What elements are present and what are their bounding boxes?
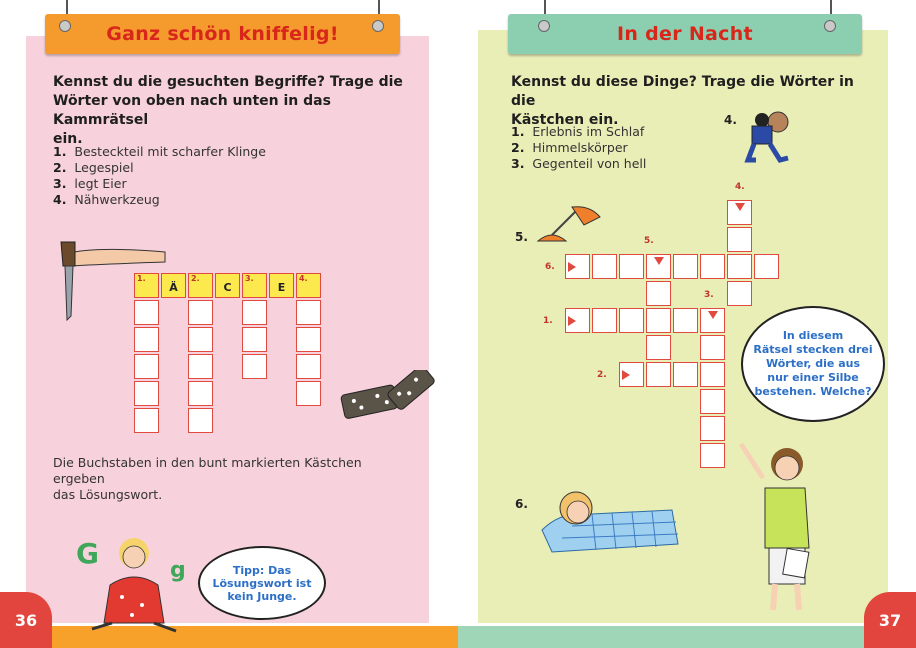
comb-answer-cell[interactable] bbox=[134, 327, 159, 352]
clue-item: 2. Legespiel bbox=[53, 160, 134, 175]
right-title-banner bbox=[508, 14, 862, 54]
instruction-line: Kennst du die gesuchten Begriffe? Trage die bbox=[53, 74, 403, 90]
cell-number: 4. bbox=[299, 274, 308, 283]
crossword-cell[interactable] bbox=[727, 254, 752, 279]
comb-answer-cell[interactable] bbox=[188, 381, 213, 406]
burglar-icon bbox=[744, 108, 792, 166]
comb-head-cell[interactable] bbox=[161, 273, 186, 298]
crossword-number: 2. bbox=[597, 370, 607, 380]
clue-item: 2. Himmelskörper bbox=[511, 140, 628, 155]
bubble-line: bestehen. Welche? bbox=[754, 385, 872, 398]
bubble-line: In diesem bbox=[782, 329, 844, 342]
cell-letter: Ä bbox=[169, 281, 178, 294]
crossword-cell[interactable] bbox=[646, 308, 671, 333]
arrow-down-icon bbox=[708, 311, 718, 319]
comb-answer-cell[interactable] bbox=[188, 408, 213, 433]
left-instructions bbox=[53, 73, 423, 149]
comb-answer-cell[interactable] bbox=[188, 300, 213, 325]
cell-number: 3. bbox=[245, 274, 254, 283]
crossword-cell[interactable] bbox=[754, 254, 779, 279]
comb-head-cell[interactable] bbox=[242, 273, 267, 298]
right-instructions bbox=[511, 73, 881, 130]
hint-speech-bubble bbox=[741, 306, 885, 422]
right-page-title: In der Nacht bbox=[617, 23, 753, 45]
comb-answer-cell[interactable] bbox=[296, 381, 321, 406]
bubble-line: Wörter, die aus bbox=[766, 357, 860, 370]
clue-item: 1. Besteckteil mit scharfer Klinge bbox=[53, 144, 266, 159]
crossword-number: 5. bbox=[644, 236, 654, 246]
sleeping-child-icon bbox=[532, 470, 682, 560]
left-page-title: Ganz schön kniffelig! bbox=[106, 23, 339, 45]
domino-icon bbox=[338, 370, 438, 420]
girl-with-letters-icon bbox=[72, 525, 197, 637]
boy-with-paper-icon bbox=[735, 438, 815, 618]
nail-icon bbox=[824, 20, 836, 32]
crossword-cell[interactable] bbox=[727, 227, 752, 252]
comb-answer-cell[interactable] bbox=[242, 327, 267, 352]
svg-text:G: G bbox=[76, 537, 99, 570]
tip-line: Lösungswort ist bbox=[212, 576, 312, 590]
page-number: 36 bbox=[14, 610, 38, 630]
right-footer-stripe bbox=[458, 626, 916, 648]
tip-line: kein Junge. bbox=[227, 589, 297, 603]
crossword-cell[interactable] bbox=[727, 281, 752, 306]
bubble-line: nur einer Silbe bbox=[767, 371, 859, 384]
crossword-cell[interactable] bbox=[592, 308, 617, 333]
instruction-line: Kästchen ein. bbox=[511, 112, 619, 128]
page-number-badge bbox=[0, 592, 52, 648]
clue-item: 4. Nähwerkzeug bbox=[53, 192, 160, 207]
svg-text:g: g bbox=[170, 558, 186, 583]
comb-head-cell[interactable] bbox=[269, 273, 294, 298]
comb-head-cell[interactable] bbox=[215, 273, 240, 298]
comb-answer-cell[interactable] bbox=[188, 327, 213, 352]
comb-head-cell[interactable] bbox=[134, 273, 159, 298]
crossword-cell[interactable] bbox=[700, 254, 725, 279]
comb-answer-cell[interactable] bbox=[134, 408, 159, 433]
nail-icon bbox=[59, 20, 71, 32]
instruction-line: ein. bbox=[53, 131, 83, 147]
cell-letter: E bbox=[277, 281, 286, 294]
crossword-cell[interactable] bbox=[700, 362, 725, 387]
page-number-badge bbox=[864, 592, 916, 648]
crossword-cell[interactable] bbox=[646, 362, 671, 387]
desk-lamp-icon bbox=[532, 205, 607, 245]
crossword-cell[interactable] bbox=[673, 308, 698, 333]
comb-answer-cell[interactable] bbox=[188, 354, 213, 379]
cell-letter: C bbox=[223, 281, 232, 294]
crossword-cell[interactable] bbox=[700, 443, 725, 468]
arrow-right-icon bbox=[568, 262, 576, 272]
crossword-cell[interactable] bbox=[619, 254, 644, 279]
bubble-line: Rätsel stecken drei bbox=[753, 343, 873, 356]
comb-head-cell[interactable] bbox=[188, 273, 213, 298]
crossword-cell[interactable] bbox=[673, 254, 698, 279]
comb-answer-cell[interactable] bbox=[242, 300, 267, 325]
crossword-cell[interactable] bbox=[700, 335, 725, 360]
crossword-cell[interactable] bbox=[619, 308, 644, 333]
arrow-right-icon bbox=[622, 370, 630, 380]
solution-line: Die Buchstaben in den bunt markierten Kästchen ergeben bbox=[53, 455, 362, 486]
comb-head-cell[interactable] bbox=[296, 273, 321, 298]
crossword-cell[interactable] bbox=[700, 416, 725, 441]
nail-icon bbox=[538, 20, 550, 32]
comb-answer-cell[interactable] bbox=[242, 354, 267, 379]
arrow-right-icon bbox=[568, 316, 576, 326]
instruction-line: Wörter von oben nach unten in das Kammrätsel bbox=[53, 93, 331, 128]
nail-icon bbox=[372, 20, 384, 32]
crossword-cell[interactable] bbox=[646, 335, 671, 360]
picture-label: 4. bbox=[724, 113, 737, 127]
comb-answer-cell[interactable] bbox=[134, 300, 159, 325]
comb-answer-cell[interactable] bbox=[134, 381, 159, 406]
crossword-number: 3. bbox=[704, 290, 714, 300]
crossword-cell[interactable] bbox=[646, 281, 671, 306]
picture-label: 5. bbox=[515, 230, 528, 244]
clue-item: 3. legt Eier bbox=[53, 176, 127, 191]
cell-number: 1. bbox=[137, 274, 146, 283]
right-clue-list bbox=[511, 124, 646, 172]
tip-line: Tipp: Das bbox=[232, 563, 292, 577]
clue-item: 3. Gegenteil von hell bbox=[511, 156, 647, 171]
comb-answer-cell[interactable] bbox=[296, 300, 321, 325]
clue-item: 1. Erlebnis im Schlaf bbox=[511, 124, 645, 139]
left-clue-list bbox=[53, 144, 266, 208]
crossword-number: 4. bbox=[735, 182, 745, 192]
solution-note bbox=[53, 455, 413, 503]
left-title-banner bbox=[45, 14, 400, 54]
comb-answer-cell[interactable] bbox=[296, 327, 321, 352]
page-number: 37 bbox=[878, 610, 902, 630]
crossword-cell[interactable] bbox=[700, 389, 725, 414]
cell-number: 2. bbox=[191, 274, 200, 283]
picture-label: 6. bbox=[515, 497, 528, 511]
comb-answer-cell[interactable] bbox=[296, 354, 321, 379]
arrow-down-icon bbox=[654, 257, 664, 265]
crossword-cell[interactable] bbox=[592, 254, 617, 279]
instruction-line: Kennst du diese Dinge? Trage die Wörter in die bbox=[511, 74, 854, 109]
left-footer-stripe bbox=[0, 626, 458, 648]
crossword-number: 6. bbox=[545, 262, 555, 272]
tip-speech-bubble bbox=[198, 546, 326, 620]
comb-answer-cell[interactable] bbox=[134, 354, 159, 379]
solution-line: das Lösungswort. bbox=[53, 487, 163, 502]
crossword-number: 1. bbox=[543, 316, 553, 326]
arrow-down-icon bbox=[735, 203, 745, 211]
crossword-cell[interactable] bbox=[673, 362, 698, 387]
